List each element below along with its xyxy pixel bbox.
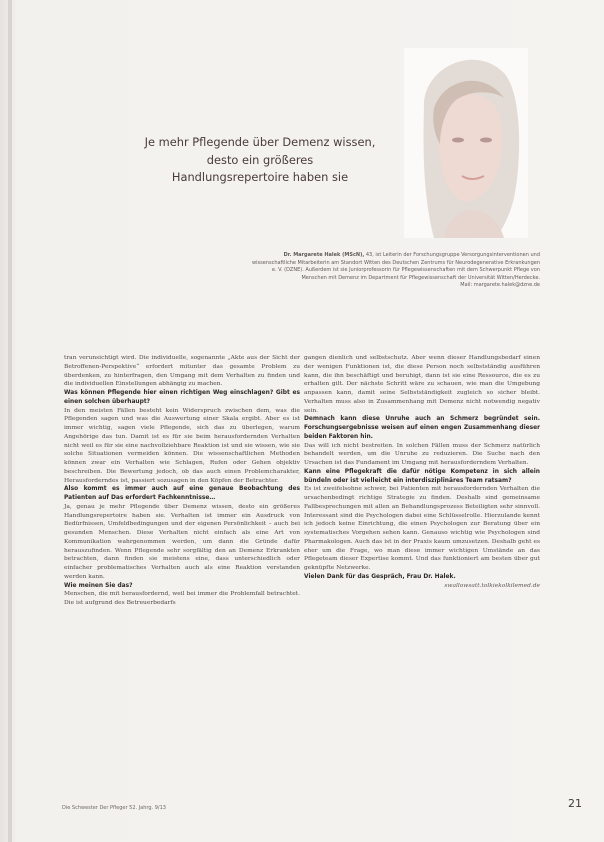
paragraph: Ja, genau je mehr Pflegende über Demenz wissen, desto ein größeres Handlungsrepertoire haben sie. Verhalten ist immer ein Ausdruck von Bedürfnissen, Umfeldbedingungen und der eigenen Persönlichkeit – auch bei gesunden Menschen. Diese Verhalten nicht einfach als eine Art von Kommunikation wahrgenommen werden, um dann die Gründe dafür herauszufinden. Wenn Pflegende sehr sorgfältig den an Demenz Erkrankten betrachten, dann finden sie meistens eine, dass unterschiedlich oder einfacher problematisches Verhalten auch als eine Reaktion verstanden werden kann. [64, 503, 300, 580]
paragraph: In den meisten Fällen besteht kein Widerspruch zwischen dem, was die Pflegenden sagen und was die Auswertung einer Skala ergibt. Aber es ist immer wichtig, sagen viele Pflegende, sich das zu überlegen, warum Angehörige das tun. Damit ist es für sie beim herausfordernden Verhalten nicht weil es für sie eine nachvollziehbare Reaktion ist und sie wissen, wie sie solche Situationen vermeiden können. Die wissenschaftlichen Methoden können zwar ein Verhalten wie Schlagen, Rufen oder Gehen objektiv beschreiben. Die Bewertung jedoch, ob das auch einen Problemcharakter, Herausforderndes ist, passiert sozusagen in den Köpfen der Betrachter. [64, 407, 300, 484]
page-spine-shadow [8, 0, 12, 842]
interview-question: Was können Pflegende hier einen richtigen Weg einschlagen? Gibt es einen solchen überhaupt? [64, 390, 300, 405]
interview-question: Kann eine Pflegekraft die dafür nötige Kompetenz in sich allein bündeln oder ist vielleicht ein interdisziplinäres Team ratsam? [304, 468, 540, 484]
author-signature: swallowsatt.tolkiekolkilemed.de [444, 582, 540, 589]
paragraph: Es ist zweifelsohne schwer, bei Patienten mit herausfordernden Verhalten die ursachenbedingt richtige Strategie zu finden. Deshalb sind gemeinsame Fallbesprechungen mit allen an Behandlungsprozess Beteiligten sehr sinnvoll. Interessant sind die Psychologen dabei eine Schlüsselrolle. Hierzulande kennt ich jedoch keine Einrichtung, die einen Psychologen zur Beratung über ein systematisches Vorgehen sehen kann. Genauso wichtig wie Psychologen sind Pharmakologen. Auch das ist in der Praxis kaum umzusetzen. Deshalb geht es eher um die Frage, wo man diese immer wichtigen Umstände an das Pflegeteam dieser Expertise kommt. Und das funktioniert am besten über gut geknüpfte Netzwerke. [304, 486, 540, 571]
portrait-illustration [404, 48, 528, 238]
page-number: 21 [568, 797, 582, 810]
interview-question: Demnach kann diese Unruhe auch an Schmerz begründet sein. Forschungsergebnisse weisen auf einen engen Zusammenhang dieser beiden Faktoren hin. [304, 416, 540, 440]
footer-publication: Die Schwester Der Pfleger 52. Jahrg. 9/13 [62, 805, 166, 811]
caption-text: 43, ist Leiterin der Forschungsgruppe Versorgungsinterventionen und wissenschaftliche Mitarbeiterin am Standort Witten des Deutschen Zentrums für Neurodegenerative Erkrankungen e. V. (DZNE). Außerdem ist sie Juniorprofessorin für Pflegewissenschaften mit dem Schwerpunkt Pflege von Menschen mit Demenz im Department für Pflegewissenschaft der Universität Witten/Herdecke. [252, 252, 540, 281]
photo-caption [250, 252, 540, 290]
caption-credit: Mail: margarete.halek@dzne.de [460, 282, 540, 289]
pull-quote [130, 134, 390, 187]
article-column-right [304, 354, 540, 590]
portrait-photo [404, 48, 528, 238]
paragraph: gangen dienlich und selbstschutz. Aber wenn dieser Handlungsbedarf einen der wenigen Funktionen ist, die diese Person noch selbstständig ausführen kann, die ihn beschäftigt und beruhigt, dann ist sie eine Ressource, die es zu erhalten gilt. Der nächste Schritt wäre zu schauen, wie man die Umgebung anpassen kann, damit seine Selbstständigkeit zugleich so sicher bleibt. Verhalten muss also in Zusammenhang mit Demenz nicht notwendig negativ sein. [304, 355, 540, 414]
caption-name: Dr. Margarete Halek (MScN), [283, 252, 365, 258]
paragraph: Das will ich nicht bestreiten. In solchen Fällen muss der Schmerz natürlich behandelt werden, um die Unruhe zu reduzieren. Die Suche nach den Ursachen ist das Fundament im Umgang mit herausforderndem Verhalten. [304, 442, 540, 466]
interview-closing: Vielen Dank für das Gespräch, Frau Dr. Halek. [304, 573, 456, 580]
article-column-left [64, 354, 300, 608]
pull-quote-line-2: desto ein größeres [206, 152, 314, 167]
paragraph: Menschen, die mit herausfordernd, weil bei immer die Problemfall betrachtet. Die ist aufgrund des Betreuerbedarfs [64, 591, 300, 606]
pull-quote-line-1: Je mehr Pflegende über Demenz wissen, [144, 135, 376, 149]
interview-question: Wie meinen Sie das? [64, 582, 133, 589]
pull-quote-line-3: Handlungsrepertoire haben sie [171, 170, 349, 184]
interview-question: Also kommt es immer auch auf eine genaue Beobachtung des Patienten auf Das erfordert Fachkenntnisse… [64, 486, 300, 501]
paragraph: tran verunsichtigt wird. Die individuelle, sogenannte „Akte aus der Sicht der Betroffenen-Perspektive“ erfordert mitunter das gesamte Problem zu überdenken, zu hinterfragen, den Umgang mit dem Verhalten zu finden und die individuellen Einstellungen abhängig zu machen. [64, 355, 300, 388]
